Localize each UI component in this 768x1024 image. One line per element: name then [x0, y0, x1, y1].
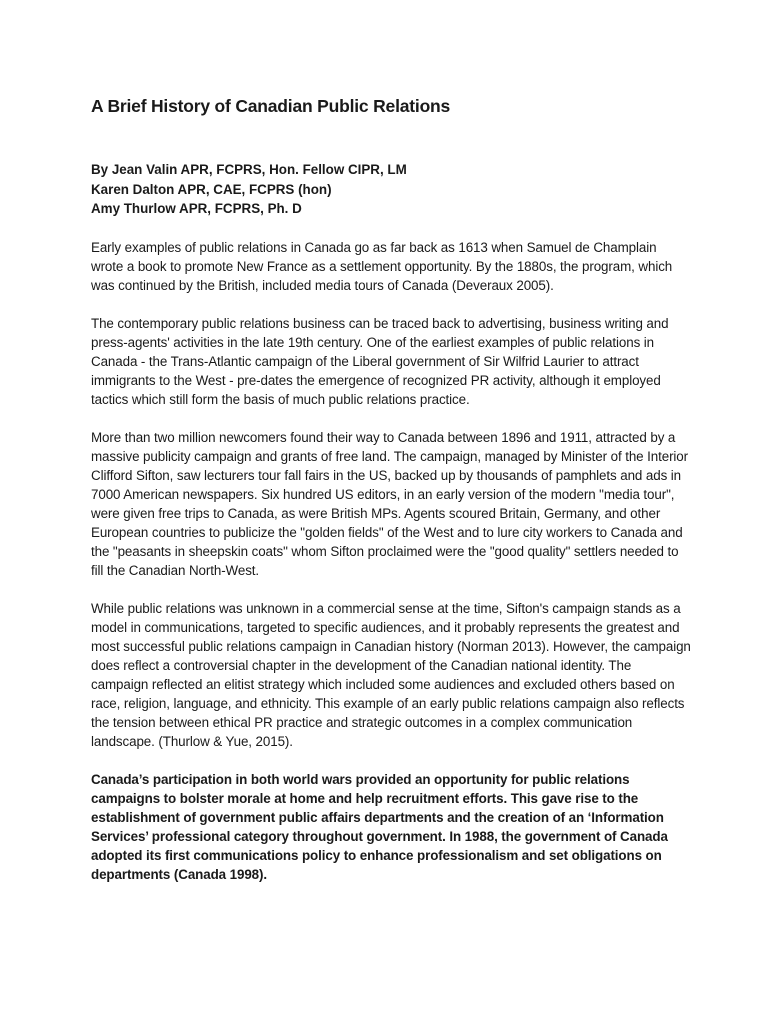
author-line: Karen Dalton APR, CAE, FCPRS (hon) [91, 181, 332, 197]
author-list [91, 160, 691, 219]
paragraph-newcomers-campaign: More than two million newcomers found their way to Canada between 1896 and 1911, attracted by a massive publicity campaign and grants of free land. The campaign, managed by Minister of the Interior Clifford Sifton, saw lecturers tour fall fairs in the US, backed up by thousands of pamphlets and ads in 7000 American newspapers. Six hundred US editors, in an early version of the modern "media tour", were given free trips to Canada, as were British MPs. Agents scoured Britain, Germany, and other European countries to publicize the "golden fields" of the West and to lure city workers to Canada and the "peasants in sheepskin coats" whom Sifton proclaimed were the "good quality" settlers needed to fill the Canadian North-West. [91, 429, 689, 578]
document-title: A Brief History of Canadian Public Relations [91, 96, 451, 116]
paragraph-world-wars: Canada’s participation in both world wars provided an opportunity for public relations campaigns to bolster morale at home and help recruitment efforts. This gave rise to the establishment of government public affairs departments and the creation of an ‘Information Services’ professional category throughout government. In 1988, the government of Canada adopted its first communications policy to enhance professionalism and set obligations on departments (Canada 1998). [91, 771, 668, 882]
paragraph-contemporary-business: The contemporary public relations business can be traced back to advertising, business writing and press-agents' activities in the late 19th century. One of the earliest examples of public relations in Canada - the Trans-Atlantic campaign of the Liberal government of Sir Wilfrid Laurier to attract immigrants to the West - pre-dates the emergence of recognized PR activity, although it employed tactics which still form the basis of much public relations practice. [91, 315, 669, 407]
paragraph-sifton-campaign: While public relations was unknown in a commercial sense at the time, Sifton's campaign stands as a model in communications, targeted to specific audiences, and it probably represents the greatest and most successful public relations campaign in Canadian history (Norman 2013). However, the campaign does reflect a controversial chapter in the development of the Canadian national identity. The campaign reflected an elitist strategy which included some audiences and excluded others based on race, religion, language, and ethnicity. This example of an early public relations campaign also reflects the tension between ethical PR practice and strategic outcomes in a complex communication landscape. (Thurlow & Yue, 2015). [91, 600, 691, 749]
author-line: By Jean Valin APR, FCPRS, Hon. Fellow CIPR, LM [91, 162, 407, 177]
document-page [91, 94, 691, 884]
paragraph-early-examples: Early examples of public relations in Canada go as far back as 1613 when Samuel de Champlain wrote a book to promote New France as a settlement opportunity. By the 1880s, the program, which was continued by the British, included media tours of Canada (Deveraux 2005). [91, 239, 673, 293]
author-line: Amy Thurlow APR, FCPRS, Ph. D [91, 201, 302, 217]
